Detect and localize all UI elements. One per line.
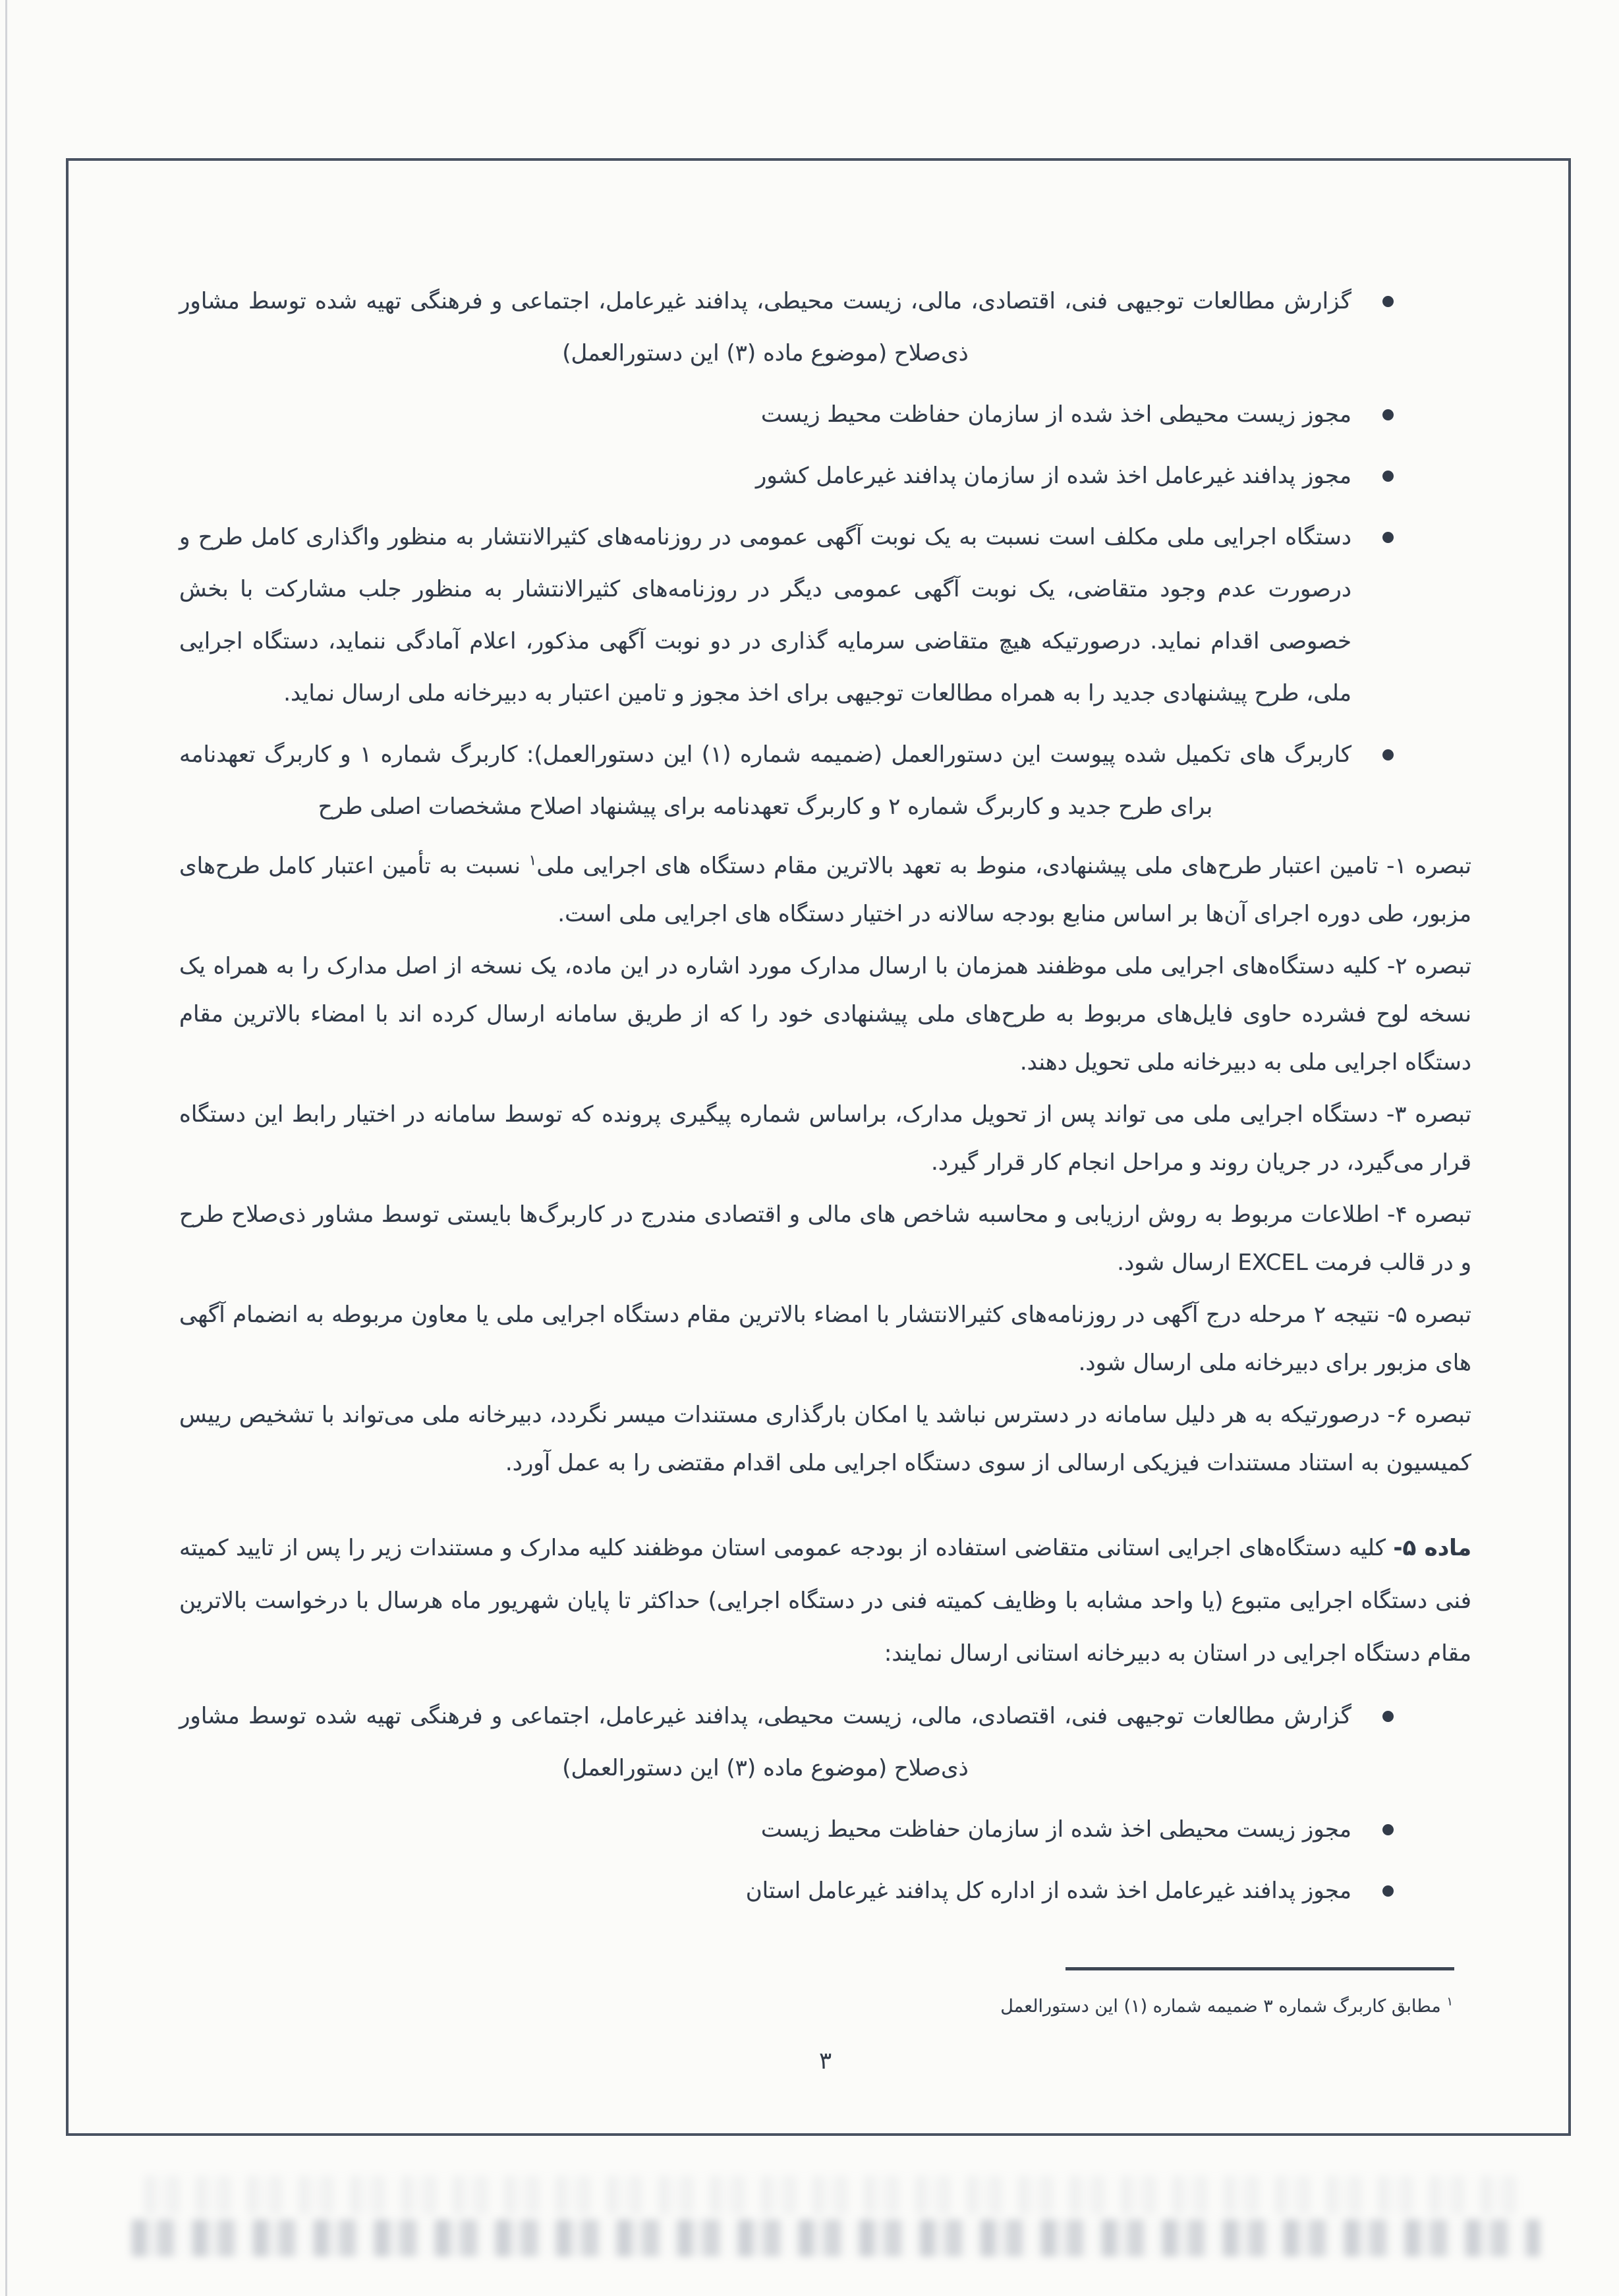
note-text: تبصره ۳- دستگاه اجرایی ملی می تواند پس از تحویل مدارک، براساس شماره پیگیری پرونده که توسط سامانه در اختیار رابط این دستگاه قرار می‌گیرد، در جریان روند و مراحل انجام کار قرار گیرد. [179,1101,1472,1176]
footnote-separator-rule [1065,1967,1454,1970]
note-paragraph-1 [179,842,1471,938]
list-item-text: مجوز زیست محیطی اخذ شده از سازمان حفاظت محیط زیست [760,1816,1351,1843]
bullet-dot-icon [1382,296,1394,307]
list-item-text: دستگاه اجرایی ملی مکلف است نسبت به یک نوبت آگهی عمومی در روزنامه‌های کثیرالانتشار به منظور واگذاری کامل طرح و درصورت عدم وجود متقاضی، یک نوبت آگهی عمومی دیگر در روزنامه‌های کثیرالانتشار به منظور جلب مشارکت با بخش خصوصی اقدام نماید. درصورتیکه هیچ متقاضی سرمایه گذاری در دو نوبت آگهی مذکور، اعلام آمادگی ننماید، دستگاه اجرایی ملی، طرح پیشنهادی جدید را به همراه مطالعات توجیهی برای اخذ مجوز و تامین اعتبار به دبیرخانه ملی ارسال نماید. [179,524,1351,706]
bullet-dot-icon [1382,471,1394,482]
scan-page-edge-line [5,0,7,2296]
list-item [179,450,1471,502]
note-text: تبصره ۵- نتیجه ۲ مرحله درج آگهی در روزنامه‌های کثیرالانتشار با امضاء بالاترین مقام دستگاه اجرایی ملی یا معاون مربوطه به انضمام آگهی های مزبور برای دبیرخانه ملی ارسال شود. [179,1302,1471,1376]
scan-artifact [132,2220,1540,2256]
note-paragraph-5 [179,1291,1471,1387]
list-item [179,729,1471,833]
footnote-marker: ۱ [1446,1995,1453,2009]
list-item [179,389,1471,441]
requirements-list-provincial [179,1690,1471,1917]
bullet-dot-icon [1382,1711,1394,1722]
article-5-text: کلیه دستگاه‌های اجرایی استانی متقاضی استفاده از بودجه عمومی استان موظفند کلیه مدارک و مستندات زیر را پس از تایید کمیته فنی دستگاه اجرایی متبوع (یا واحد مشابه با وظایف کمیته فنی در دستگاه اجرایی) حداکثر تا پایان شهریور ماه هرسال با درخواست بالاترین مقام دستگاه اجرایی در استان به دبیرخانه استانی ارسال نمایند: [179,1535,1471,1667]
list-item [179,1690,1471,1794]
list-item-text: کاربرگ های تکمیل شده پیوست این دستورالعمل (ضمیمه شماره (۱) این دستورالعمل): کاربرگ شماره ۱ و کاربرگ تعهدنامه برای طرح جدید و کاربرگ شماره ۲ و کاربرگ تعهدنامه برای پیشنهاد اصلاح مشخصات اصلی طرح [179,741,1352,820]
footnote [179,1988,1453,2026]
article-5-paragraph [179,1522,1471,1680]
requirements-list-national [179,275,1471,833]
note-paragraph-4 [179,1191,1471,1287]
article-5-label: ماده ۵- [1393,1535,1471,1561]
footnote-text: مطابق کاربرگ شماره ۳ ضمیمه شماره (۱) این دستورالعمل [1000,1996,1447,2017]
list-item-text: مجوز پدافند غیرعامل اخذ شده از سازمان پدافند غیرعامل کشور [755,463,1351,489]
note-text: تبصره ۴- اطلاعات مربوط به روش ارزیابی و محاسبه شاخص های مالی و اقتصادی مندرج در کاربرگ‌ها بایستی توسط مشاور ذی‌صلاح طرح و در قالب فرمت EXCEL ارسال شود. [179,1201,1471,1276]
note-text: تبصره ۱- تامین اعتبار طرح‌های ملی پیشنهادی، منوط به تعهد بالاترین مقام دستگاه های اجرایی ملی [536,853,1471,879]
bullet-dot-icon [1382,1885,1394,1897]
list-item [179,511,1471,720]
note-text: تبصره ۲- کلیه دستگاه‌های اجرایی ملی موظفند همزمان با ارسال مدارک مورد اشاره در این ماده، یک نسخه از اصل مدارک را به همراه یک نسخه لوح فشرده حاوی فایل‌های مربوط به طرح‌های ملی پیشنهادی خود را که از طریق سامانه ارسال کرده اند با امضاء بالاترین مقام دستگاه اجرایی ملی به دبیرخانه ملی تحویل دهند. [179,953,1471,1076]
page-number: ۳ [818,2048,832,2075]
list-item [179,1804,1471,1856]
note-text: نسبت به تأمین اعتبار کامل طرح‌های مزبور، طی دوره اجرای آن‌ها بر اساس منابع بودجه سالانه در اختیار دستگاه های اجرایی ملی است. [179,853,1471,927]
bullet-dot-icon [1382,749,1394,761]
list-item-text: مجوز زیست محیطی اخذ شده از سازمان حفاظت محیط زیست [760,401,1351,428]
note-paragraph-2 [179,942,1471,1087]
scan-artifact [145,2176,1520,2214]
bullet-dot-icon [1382,532,1394,543]
bullet-dot-icon [1382,409,1394,420]
list-item-text: گزارش مطالعات توجیهی فنی، اقتصادی، مالی، زیست محیطی، پدافند غیرعامل، اجتماعی و فرهنگی تهیه شده توسط مشاور ذی‌صلاح (موضوع ماده (۳) این دستورالعمل) [179,288,1351,366]
list-item [179,1865,1471,1917]
note-text: تبصره ۶- درصورتیکه به هر دلیل سامانه در دسترس نباشد یا امکان بارگذاری مستندات میسر نگردد، دبیرخانه ملی می‌تواند با تشخیص رییس کمیسیون به استناد مستندات فیزیکی ارسالی از سوی دستگاه اجرایی ملی اقدام مقتضی را به عمل آورد. [179,1402,1471,1476]
note-paragraph-6 [179,1391,1471,1487]
list-item [179,275,1471,380]
note-paragraph-3 [179,1091,1471,1187]
document-body [179,275,1471,1926]
bullet-dot-icon [1382,1824,1394,1835]
list-item-text: مجوز پدافند غیرعامل اخذ شده از اداره کل پدافند غیرعامل استان [745,1878,1351,1904]
list-item-text: گزارش مطالعات توجیهی فنی، اقتصادی، مالی، زیست محیطی، پدافند غیرعامل، اجتماعی و فرهنگی تهیه شده توسط مشاور ذی‌صلاح (موضوع ماده (۳) این دستورالعمل) [179,1703,1351,1781]
footnote-reference-mark: ۱ [528,852,537,869]
